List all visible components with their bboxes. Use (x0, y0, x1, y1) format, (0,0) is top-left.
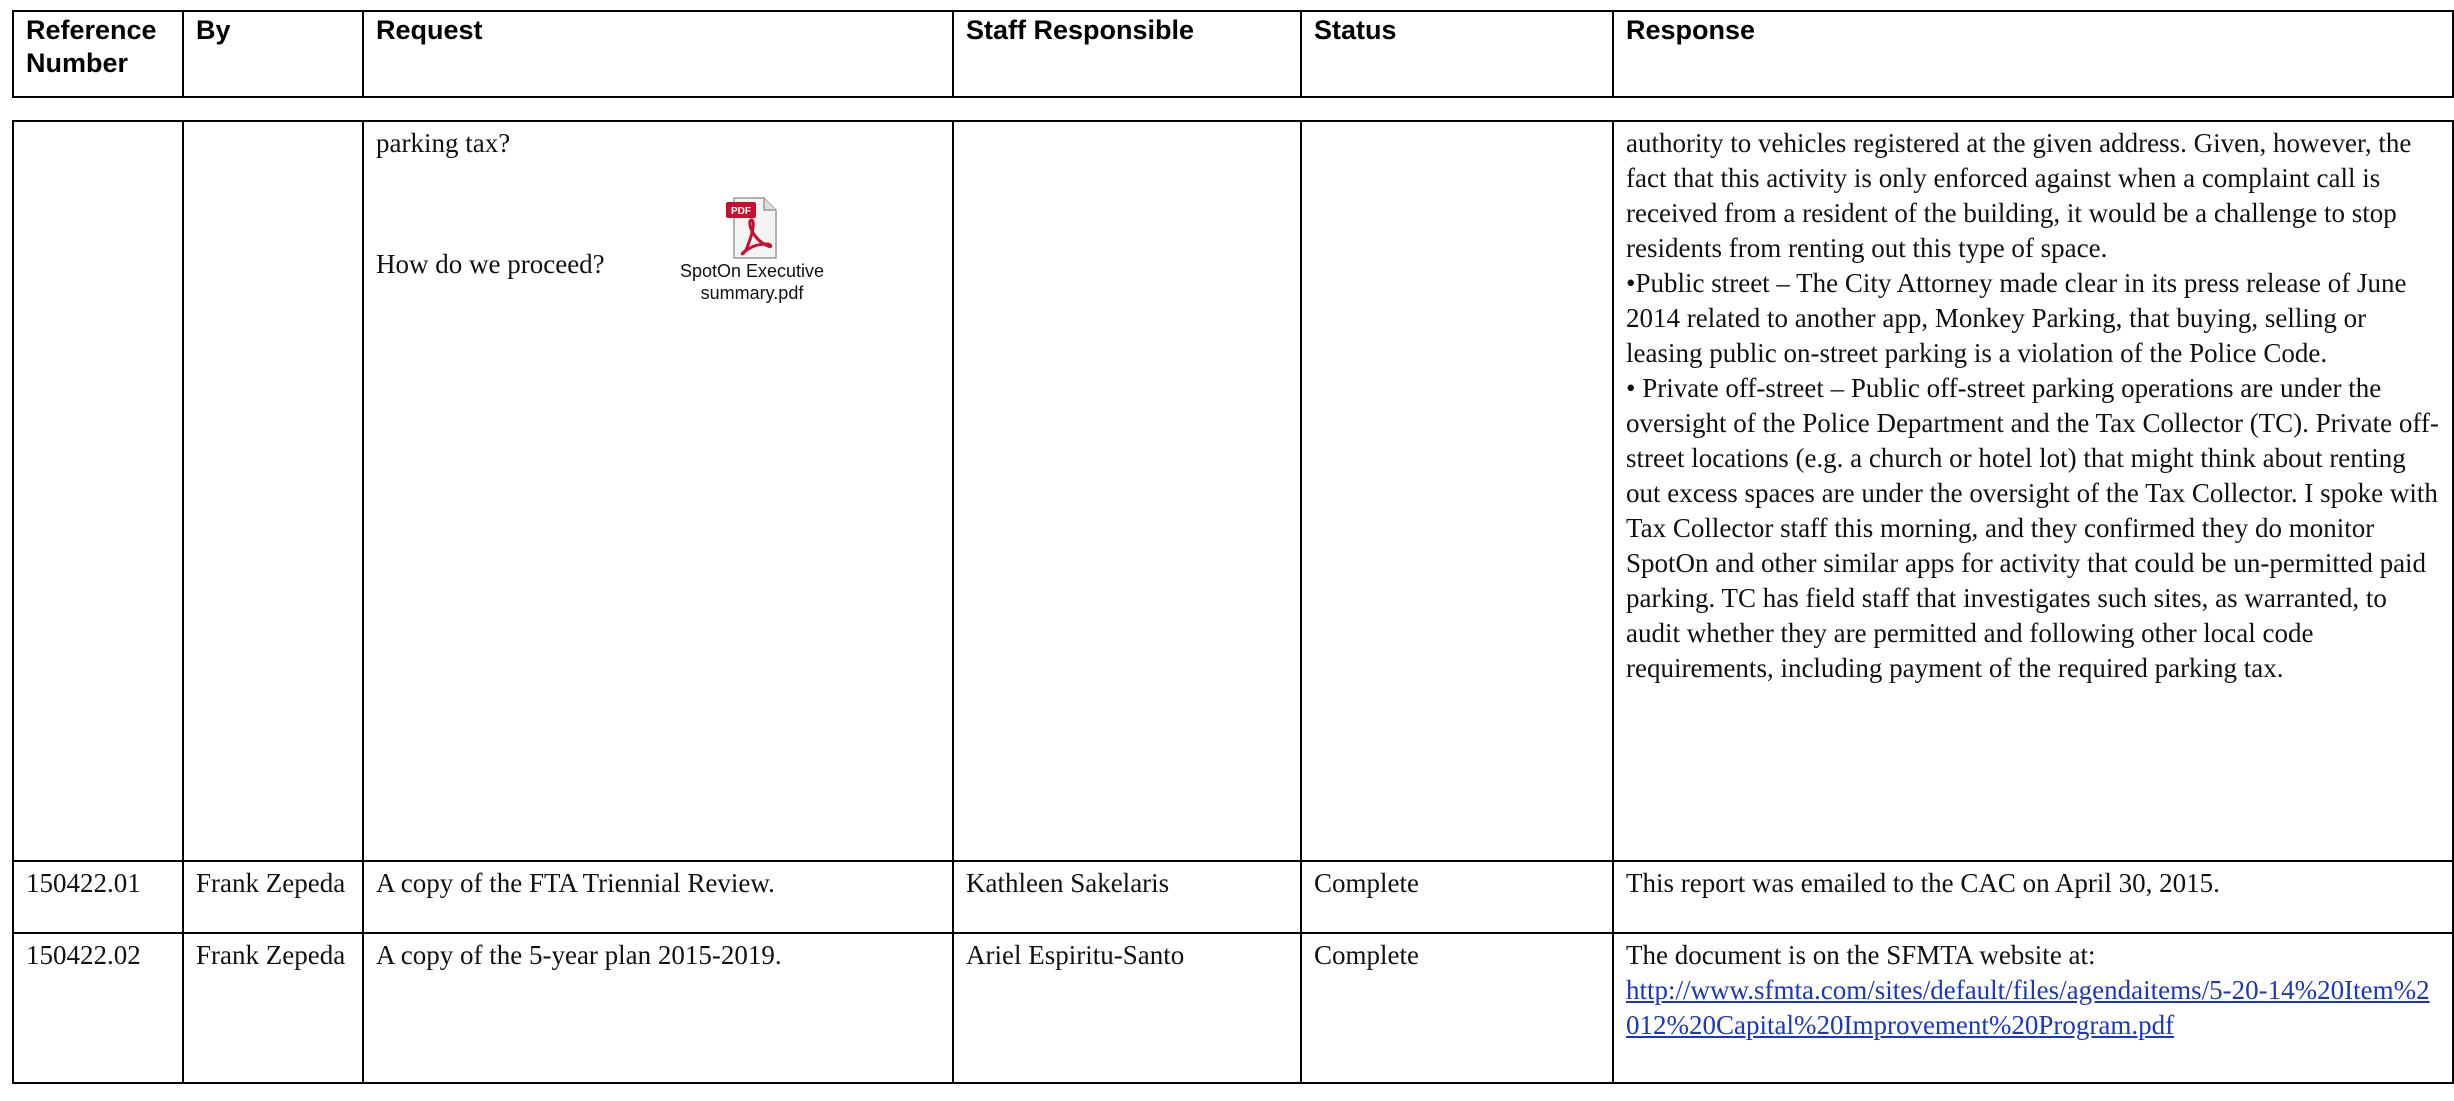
cell-staff: Ariel Espiritu-Santo (953, 933, 1301, 1083)
table-row (13, 121, 2453, 861)
cell-reference (13, 121, 183, 861)
cell-status: Complete (1301, 861, 1613, 933)
cell-response (1613, 933, 2453, 1083)
response-paragraph: authority to vehicles registered at the given address. Given, however, the fact that this activity is only enforced against when a complaint call is received from a resident of the building, it would be a challenge to stop residents from renting out this type of space. (1626, 128, 2412, 263)
cell-request (363, 121, 953, 861)
table-body (12, 120, 2454, 1084)
cell-response (1613, 121, 2453, 861)
request-text: parking tax? (376, 128, 511, 158)
cell-by: Frank Zepeda (183, 933, 363, 1083)
response-bullet-public-street: •Public street – The City Attorney made clear in its press release of June 2014 related to another app, Monkey Parking, that buying, selling or leasing public on-street parking is a violation of the Police Code. (1626, 268, 2407, 368)
col-header-by: By (183, 11, 363, 97)
cell-reference: 150422.01 (13, 861, 183, 933)
cell-staff (953, 121, 1301, 861)
cell-status (1301, 121, 1613, 861)
cell-status: Complete (1301, 933, 1613, 1083)
response-bullet-private-off-street: • Private off-street – Public off-street parking operations are under the oversight of the Police Department and the Tax Collector (TC). Private off-street locations (e.g. a church or hotel lot) that might think about renting out excess spaces are under the oversight of the Tax Collector. I spoke with Tax Collector staff this morning, and they confirmed they do monitor SpotOn and other similar apps for activity that could be un-permitted paid parking. TC has field staff that investigates such sites, as warranted, to audit whether they are permitted and following other local code requirements, including payment of the required parking tax. (1626, 373, 2439, 683)
col-header-response: Response (1613, 11, 2453, 97)
pdf-file-icon (720, 196, 784, 258)
cell-reference: 150422.02 (13, 933, 183, 1083)
cell-request: A copy of the FTA Triennial Review. (363, 861, 953, 933)
pdf-attachment[interactable] (662, 196, 842, 304)
pdf-badge-text: PDF (731, 206, 751, 217)
sfmta-document-link[interactable]: http://www.sfmta.com/sites/default/files/agendaitems/5-20-14%20Item%2012%20Capital%20Improvement%20Program.pdf (1626, 975, 2430, 1040)
col-header-reference-number: Reference Number (13, 11, 183, 97)
col-header-request: Request (363, 11, 953, 97)
pdf-attachment-label: SpotOn Executive summary.pdf (679, 261, 825, 303)
cell-staff: Kathleen Sakelaris (953, 861, 1301, 933)
table-row (13, 933, 2453, 1083)
request-text: How do we proceed? (376, 249, 605, 279)
col-header-status: Status (1301, 11, 1613, 97)
table-row (13, 861, 2453, 933)
cell-response: This report was emailed to the CAC on April 30, 2015. (1613, 861, 2453, 933)
cell-by (183, 121, 363, 861)
cell-by: Frank Zepeda (183, 861, 363, 933)
table-header (12, 10, 2454, 98)
col-header-staff-responsible: Staff Responsible (953, 11, 1301, 97)
cell-request: A copy of the 5-year plan 2015-2019. (363, 933, 953, 1083)
response-text: The document is on the SFMTA website at: (1626, 940, 2096, 970)
